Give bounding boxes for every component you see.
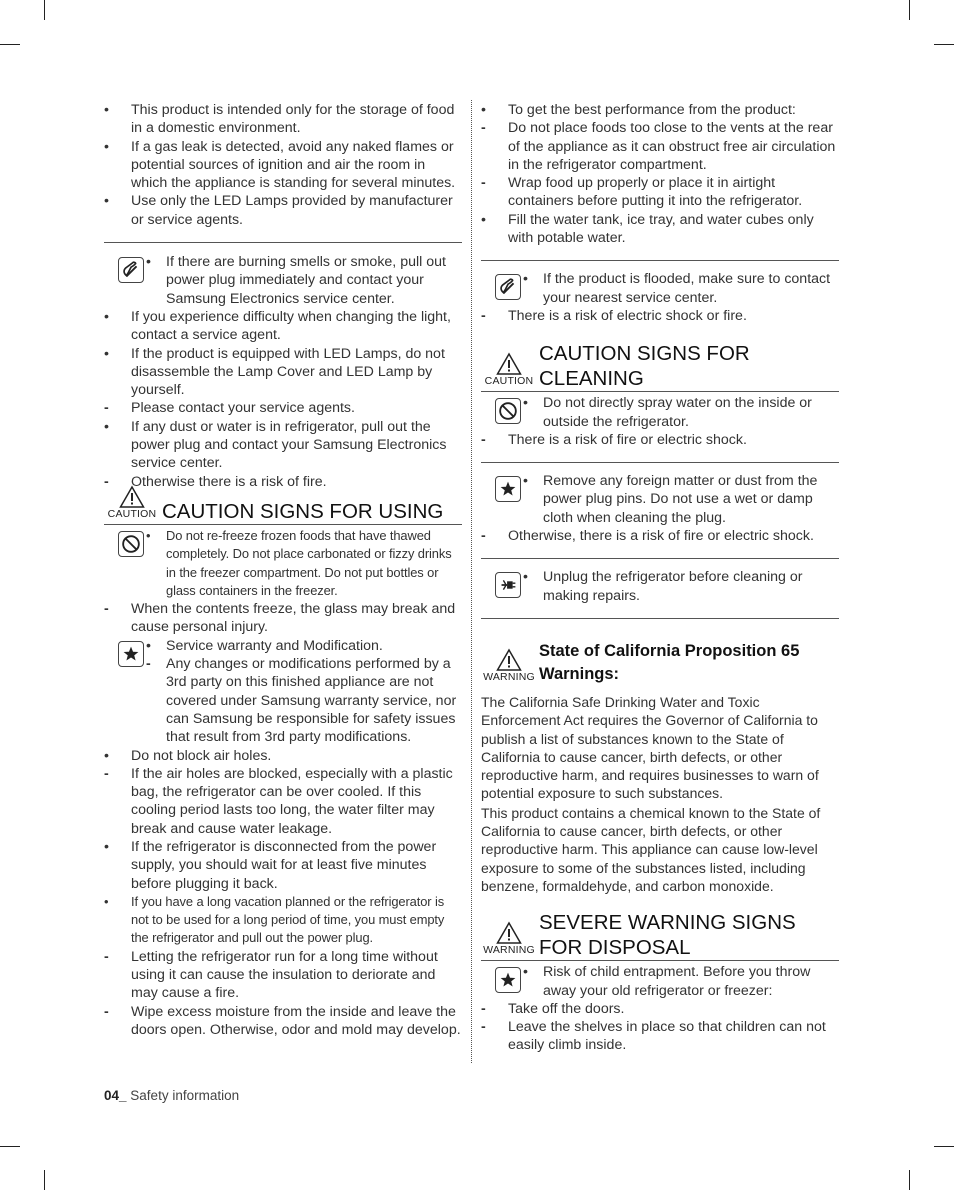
- bullet-text: If you experience difficulty when changing the light, contact a service agent.: [131, 308, 451, 344]
- page-number: 04_: [104, 1088, 127, 1103]
- bullet-text: Risk of child entrapment. Before you throw away your old refrigerator or freezer:: [543, 964, 811, 999]
- dash-text: There is a risk of fire or electric shock.: [508, 431, 747, 448]
- star-note-icon: [118, 641, 144, 667]
- dash-text: Please contact your service agents.: [131, 400, 355, 417]
- bullet-text: Do not block air holes.: [131, 747, 272, 764]
- crop-mark: [0, 44, 20, 45]
- crop-mark: [934, 1146, 954, 1147]
- page-footer: [104, 1087, 239, 1105]
- contact-group: • If there are burning smells or smoke, pull out power plug immediately and contact your Samsung Electronics service center.: [104, 253, 462, 308]
- left-column: • This product is intended only for the storage of food in a domestic environment. • If a gas leak is detected, avoid any naked flames or potential sources of ignition and air the room in which the appliance is standing for several minutes. • Use only the LED Lamps provided by manufacturer or service agents. • If there are burning smells or smoke, pull out power plug immediately and contact your Samsung Electronics service center. • If you experience difficulty when changing the light, contact a service agent. • If the product is equipped with LED Lamps, do not disassemble the Lamp Cover and LED Lamp by yourself. - Please contact your service agents. • If any dust or water is in refrigerator, pull out the power plug and contact your Samsung Electronics service center. - Otherwise there is a risk of fire. CAUTION CAUTION SIGNS FOR USING • Do not re-freeze frozen foods that have thawed completely. Do not place carbonated or fizzy drinks in the freezer compartment. Do not put bottles or glass containers in the freezer. - When the contents freeze, the glass may break and cause personal injury. • Service warranty and Modification. - Any changes or modifications performed by a 3rd party on this finished appliance are not covered under Samsung warranty service, nor can Samsung be responsible for safety issues that result from 3rd party modifications. • Do not block air holes. - If the air holes are blocked, especially with a plastic bag, the refrigerator can be over cooled. If this cooling period lasts too long, the water filter may break and cause water leakage. • If the refrigerator is disconnected from the power supply, you should wait for at least five minutes before plugging it back. • If you have a long vacation planned or the refrigerator is not to be used for a long period of time, you must empty the refrigerator and pull out the power plug. - Letting the refrigerator run for a long time without using it can cause the insulation to deriorate and may cause a fire. - Wipe excess moisture from the inside and leave the doors open. Otherwise, odor and mold may develop.: [104, 102, 461, 1038]
- bullet-text: If the refrigerator is disconnected from the power supply, you should wait for at least five minutes before plugging it back.: [131, 838, 437, 892]
- crop-mark: [44, 0, 45, 20]
- warranty-group: • Service warranty and Modification. - Any changes or modifications performed by a 3rd party on this finished appliance are not covered under Samsung warranty service, nor can Samsung be responsible for safety issues that result from 3rd party modifications.: [104, 637, 462, 747]
- pins-group: • Remove any foreign matter or dust from the power plug pins. Do not use a wet or damp cloth when cleaning the plug.: [481, 472, 839, 527]
- unplug-group: • Unplug the refrigerator before cleaning or making repairs.: [481, 568, 839, 605]
- section-heading-prop65: [481, 641, 839, 687]
- crop-mark: [909, 0, 910, 20]
- section-title: Warnings:: [539, 664, 620, 683]
- dash-text: Any changes or modifications performed by a 3rd party on this finished appliance are not covered under Samsung warranty service, nor can Samsung be responsible for safety issues that result from 3rd party modifications.: [166, 656, 457, 746]
- crop-mark: [44, 1170, 45, 1190]
- bullet-text: Remove any foreign matter or dust from the power plug pins. Do not use a wet or damp cloth when cleaning the plug.: [543, 473, 818, 526]
- warning-triangle-icon: [496, 352, 522, 376]
- column-divider: [471, 100, 472, 1063]
- section-title: FOR DISPOSAL: [539, 936, 691, 960]
- section-title: SEVERE WARNING SIGNS: [539, 911, 796, 935]
- prop65-paragraph: This product contains a chemical known to the State of California to cause cancer, birth defects, or other reproductive harm. This appliance can cause low-level exposure to some of the substances listed, including benzene, formaldehyde, and carbon monoxide.: [481, 804, 821, 894]
- section-name: Safety information: [130, 1088, 240, 1103]
- section-heading-cleaning: [481, 341, 839, 392]
- bullet-text: This product is intended only for the storage of food in a domestic environment.: [131, 102, 455, 137]
- dash-text: When the contents freeze, the glass may break and cause personal injury.: [131, 601, 456, 636]
- star-note-icon: [495, 967, 521, 993]
- warning-triangle-icon: [496, 648, 522, 672]
- section-title: State of California Proposition 65: [539, 641, 800, 660]
- warning-badge: WARNING: [481, 921, 537, 956]
- prop65-paragraph: The California Safe Drinking Water and Toxic Enforcement Act requires the Governor of California to publish a list of substances known to the State of California to cause cancer, birth defects, or other reproductive harm, and requires businesses to warn of potential exposure to such substances.: [481, 693, 819, 802]
- spray-group: • Do not directly spray water on the inside or outside the refrigerator.: [481, 394, 839, 431]
- bullet-text: If you have a long vacation planned or the refrigerator is not to be used for a long period of time, you must empty the refrigerator and pull out the power plug.: [131, 893, 445, 946]
- bullet-text: If there are burning smells or smoke, pull out power plug immediately and contact your Samsung Electronics service center.: [166, 254, 446, 307]
- flood-group: • If the product is flooded, make sure to contact your nearest service center.: [481, 270, 839, 307]
- dash-text: Leave the shelves in place so that children can not easily climb inside.: [508, 1019, 826, 1054]
- warning-badge: WARNING: [481, 648, 537, 683]
- right-column: • To get the best performance from the product: - Do not place foods too close to the vents at the rear of the appliance as it can obstruct free air circulation in the refrigerator compartment. - Wrap food up properly or place it in airtight containers before putting it into the refrigerator. • Fill the water tank, ice tray, and water cubes only with potable water. • If the product is flooded, make sure to contact your nearest service center. - There is a risk of electric shock or fire. CAUTION CAUTION SIGNS FOR CLEANING • Do not directly spray water on the inside or outside the refrigerator. - There is a risk of fire or electric shock. • Remove any foreign matter or dust from the power plug pins. Do not use a wet or damp cloth when cleaning the plug. - Otherwise, there is a risk of fire or electric shock. • Unplug the refrigerator before cleaning or making repairs. WARNING State of California Proposition 65 Warnings: The California Safe Drinking Water and Toxic Enforcement Act requires the Governor of California to publish a list of substances known to the State of California to cause cancer, birth defects, or other reproductive harm, and requires businesses to warn of potential exposure to such substances. This product contains a chemical known to the State of California to cause cancer, birth defects, or other reproductive harm. This appliance can cause low-level exposure to some of the substances listed, including benzene, formaldehyde, and carbon monoxide. WARNING SEVERE WARNING SIGNS FOR DISPOSAL • Risk of child entrapment. Before you throw away your old refrigerator or freezer: - Take off the doors. - Leave the shelves in place so that children can not easily climb inside.: [481, 101, 839, 1055]
- bullet-text: Do not directly spray water on the inside or outside the refrigerator.: [543, 395, 812, 430]
- warning-triangle-icon: [119, 485, 145, 509]
- prohibited-icon: [118, 531, 144, 557]
- bullet-text: Do not re-freeze frozen foods that have thawed completely. Do not place carbonated or fizzy drinks in the freezer compartment. Do not put bottles or glass containers in the freezer.: [166, 527, 452, 598]
- prohibited-icon: [495, 398, 521, 424]
- dash-text: If the air holes are blocked, especially with a plastic bag, the refrigerator can be over cooled. If this cooling period lasts too long, the water filter may break and cause water leakage.: [131, 765, 453, 837]
- bullet-text: If the product is flooded, make sure to contact your nearest service center.: [543, 271, 831, 306]
- bullet-text: Fill the water tank, ice tray, and water cubes only with potable water.: [508, 211, 814, 247]
- dash-text: Letting the refrigerator run for a long time without using it can cause the insulation to deriorate and may cause a fire.: [131, 948, 438, 1002]
- crop-mark: [909, 1170, 910, 1190]
- crop-mark: [0, 1146, 20, 1147]
- phone-contact-icon: [118, 257, 144, 283]
- prohibit-group: • Do not re-freeze frozen foods that have thawed completely. Do not place carbonated or fizzy drinks in the freezer compartment. Do not put bottles or glass containers in the freezer.: [104, 527, 462, 600]
- caution-badge: CAUTION: [104, 485, 160, 520]
- section-title: CAUTION SIGNS FOR: [539, 342, 750, 366]
- bullet-text: If any dust or water is in refrigerator, pull out the power plug and contact your Samsung Electronics service center.: [131, 418, 447, 472]
- section-heading-disposal: [481, 910, 839, 961]
- section-title: CAUTION SIGNS FOR USING: [162, 499, 444, 523]
- dash-text: Otherwise, there is a risk of fire or electric shock.: [508, 528, 814, 545]
- dash-text: Wipe excess moisture from the inside and leave the doors open. Otherwise, odor and mold may develop.: [131, 1003, 461, 1038]
- dash-text: Take off the doors.: [508, 1000, 625, 1017]
- bullet-text: If the product is equipped with LED Lamps, do not disassemble the Lamp Cover and LED Lamp by yourself.: [131, 345, 445, 399]
- bullet-text: Service warranty and Modification.: [166, 637, 383, 654]
- section-title: CLEANING: [539, 367, 644, 391]
- phone-contact-icon: [495, 274, 521, 300]
- bullet-text: To get the best performance from the product:: [508, 102, 796, 118]
- bullet-text: Use only the LED Lamps provided by manufacturer or service agents.: [131, 193, 453, 228]
- crop-mark: [934, 44, 954, 45]
- disposal-group: • Risk of child entrapment. Before you throw away your old refrigerator or freezer:: [481, 963, 839, 1000]
- bullet-text: Unplug the refrigerator before cleaning or making repairs.: [543, 569, 803, 604]
- section-heading-using: [104, 499, 462, 525]
- dash-text: There is a risk of electric shock or fire.: [508, 307, 747, 324]
- dash-text: Otherwise there is a risk of fire.: [131, 473, 327, 490]
- star-note-icon: [495, 476, 521, 502]
- bullet-text: If a gas leak is detected, avoid any naked flames or potential sources of ignition and air the room in which the appliance is standing for several minutes.: [131, 138, 456, 192]
- warning-triangle-icon: [496, 921, 522, 945]
- dash-text: Do not place foods too close to the vents at the rear of the appliance as it can obstruct free air circulation in the refrigerator compartment.: [508, 120, 836, 173]
- dash-text: Wrap food up properly or place it in airtight containers before putting it into the refrigerator.: [508, 175, 803, 210]
- caution-badge: CAUTION: [481, 352, 537, 387]
- unplug-icon: [495, 572, 521, 598]
